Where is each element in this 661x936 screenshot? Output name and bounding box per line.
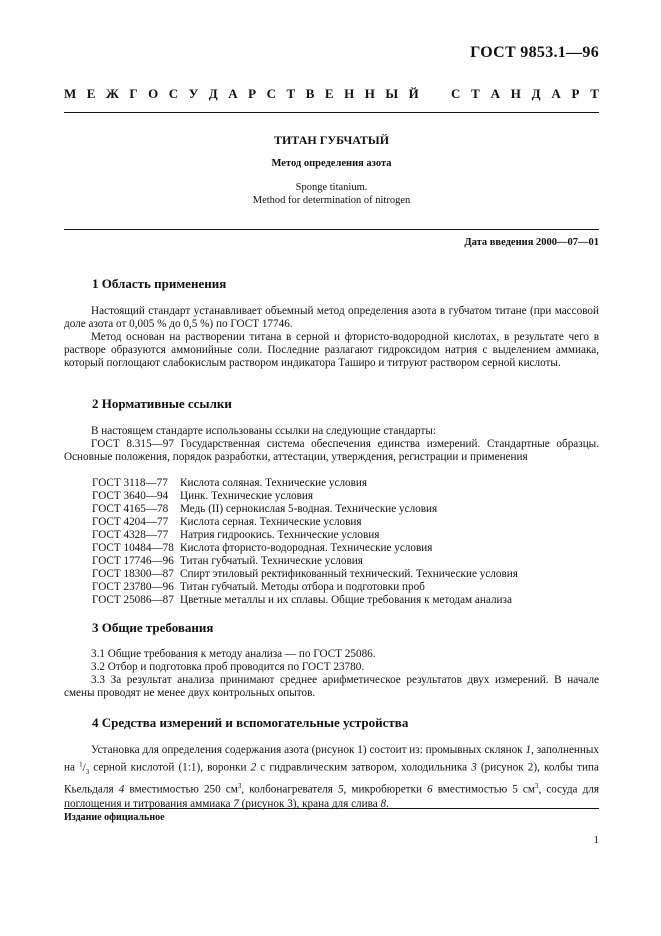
- reference-title: Кислота фтористо-водородная. Технические условия: [180, 542, 433, 554]
- banner-word-standard: С Т А Н Д А Р Т: [451, 86, 599, 101]
- reference-title: Цветные металлы и их сплавы. Общие требования к методам анализа: [180, 594, 512, 606]
- reference-code: ГОСТ 4204—77: [92, 516, 169, 528]
- english-title-line-2: Method for determination of nitrogen: [252, 194, 411, 206]
- interstate-standard-banner: [64, 86, 599, 102]
- official-edition-note: Издание официальное: [64, 812, 165, 823]
- section-3-item-1: 3.1 Общие требования к методу анализа — по ГОСТ 25086.: [91, 648, 376, 660]
- section-3-item-2: 3.2 Отбор и подготовка проб проводится по ГОСТ 23780.: [91, 661, 365, 673]
- text-run: с гидравлическим затвором, холодильника: [256, 761, 472, 774]
- top-rule: [64, 112, 599, 113]
- reference-code: ГОСТ 4165—78: [92, 503, 169, 515]
- text-run: (рисунок 3), крана для слива: [238, 797, 381, 810]
- section-2-heading: 2 Нормативные ссылки: [92, 396, 232, 411]
- superscript: 3: [237, 781, 242, 790]
- text-run: серной кислотой (1:1), воронки: [89, 761, 251, 774]
- reference-item: [92, 568, 518, 581]
- item-number: 2: [250, 761, 257, 774]
- section-4-heading: 4 Средства измерений и вспомогательные устройства: [92, 715, 409, 730]
- reference-item: [92, 581, 425, 594]
- reference-item: [92, 542, 432, 555]
- fraction-one-third: $^1/_3$: [79, 760, 90, 776]
- reference-title: Цинк. Технические условия: [180, 490, 314, 502]
- reference-code: ГОСТ 3118—77: [92, 477, 168, 489]
- fraction-denominator: 3: [85, 767, 90, 776]
- section-1-paragraph-2: Метод основан на растворении титана в серной и фтористо-водородной кислотах, в результате чего в растворе образуются аммонийные соли. Последние разлагают гидроксидом натрия с выделением аммиака, который поглощают слабокислым раствором индикатора Таширо и титруют раствором серной кислоты.: [64, 331, 599, 369]
- text-run: , микробюретки: [343, 783, 428, 796]
- footer-rule: [64, 808, 599, 809]
- reference-title: Медь (II) сернокислая 5-водная. Технические условия: [180, 503, 438, 515]
- reference-code: ГОСТ 17746—96: [92, 555, 174, 567]
- reference-title: Натрия гидроокись. Технические условия: [180, 529, 380, 541]
- reference-code: ГОСТ 25086—87: [92, 594, 174, 606]
- item-number: 7: [233, 797, 239, 810]
- reference-item: [92, 516, 362, 529]
- reference-code: ГОСТ 10484—78: [92, 542, 174, 554]
- reference-code: ГОСТ 4328—77: [92, 529, 169, 541]
- section-1-paragraph-1: Настоящий стандарт устанавливает объемный метод определения азота в губчатом титане (при массовой доле азота от 0,005 % до 0,5 %) по ГОСТ 17746.: [64, 305, 599, 330]
- item-number: 1: [525, 744, 532, 756]
- text-run: (рисунок 2), колбы типа Кьельдаля: [64, 761, 599, 796]
- text-run: .: [386, 797, 389, 810]
- item-number: 5: [337, 783, 344, 796]
- section-2-lead: В настоящем стандарте использованы ссылки на следующие стандарты:: [91, 425, 436, 437]
- document-subtitle: Метод определения азота: [271, 158, 392, 169]
- reference-code: ГОСТ 23780—96: [92, 581, 174, 593]
- reference-gost-8-315: ГОСТ 8.315—97 Государственная система обеспечения единства измерений. Стандартные образцы. Основные положения, порядок разработки, аттестации, утверждения, регистрации и применения: [64, 438, 599, 463]
- gost-identifier: ГОСТ 9853.1—96: [470, 44, 599, 61]
- text-run: Установка для определения содержания азота (рисунок 1) состоит из: промывных склянок: [91, 744, 526, 756]
- reference-title: Кислота серная. Технические условия: [180, 516, 362, 528]
- reference-item: [92, 594, 512, 607]
- reference-code: ГОСТ 3640—94: [92, 490, 169, 502]
- title-rule: [64, 229, 599, 230]
- section-1-heading: 1 Область применения: [92, 276, 227, 291]
- reference-item: [92, 477, 367, 490]
- reference-title: Спирт этиловый ректификованный технический. Технические условия: [180, 568, 518, 580]
- english-title: [64, 182, 599, 207]
- reference-item: [92, 503, 437, 516]
- page-number: 1: [593, 834, 599, 846]
- text-run: , колбонагревателя: [241, 783, 338, 796]
- english-title-line-1: Sponge titanium.: [295, 182, 368, 193]
- section-4-paragraph: [64, 743, 599, 811]
- document-title: ТИТАН ГУБЧАТЫЙ: [273, 133, 390, 147]
- section-3-heading: 3 Общие требования: [92, 620, 214, 635]
- reference-title: Кислота соляная. Технические условия: [180, 477, 368, 489]
- reference-item: [92, 529, 379, 542]
- item-number: 6: [427, 783, 433, 796]
- item-number: 3: [471, 761, 477, 774]
- reference-code: ГОСТ 18300—87: [92, 568, 174, 580]
- section-3-item-3: 3.3 За результат анализа принимают среднее арифметическое результатов двух измерений. В начале смены проводят не менее двух контрольных опытов.: [64, 674, 599, 699]
- introduction-date: Дата введения 2000—07—01: [464, 237, 599, 248]
- banner-word-interstate: М Е Ж Г О С У Д А Р С Т В Е Н Н Ы Й: [64, 86, 419, 101]
- text-run: , заполненных на: [64, 744, 600, 774]
- reference-item: [92, 555, 363, 568]
- reference-title: Титан губчатый. Технические условия: [180, 555, 363, 567]
- reference-item: [92, 490, 313, 503]
- text-run: , сосуда для поглощения и титрования аммиака: [64, 783, 599, 810]
- text-run: вместимостью 5 см: [432, 783, 535, 796]
- fraction-numerator: 1: [79, 760, 83, 768]
- item-number: 8: [380, 797, 387, 810]
- item-number: 4: [118, 783, 125, 796]
- reference-title: Титан губчатый. Методы отбора и подготовки проб: [180, 581, 425, 593]
- superscript: 3: [534, 781, 539, 790]
- text-run: вместимостью 250 см: [124, 783, 238, 796]
